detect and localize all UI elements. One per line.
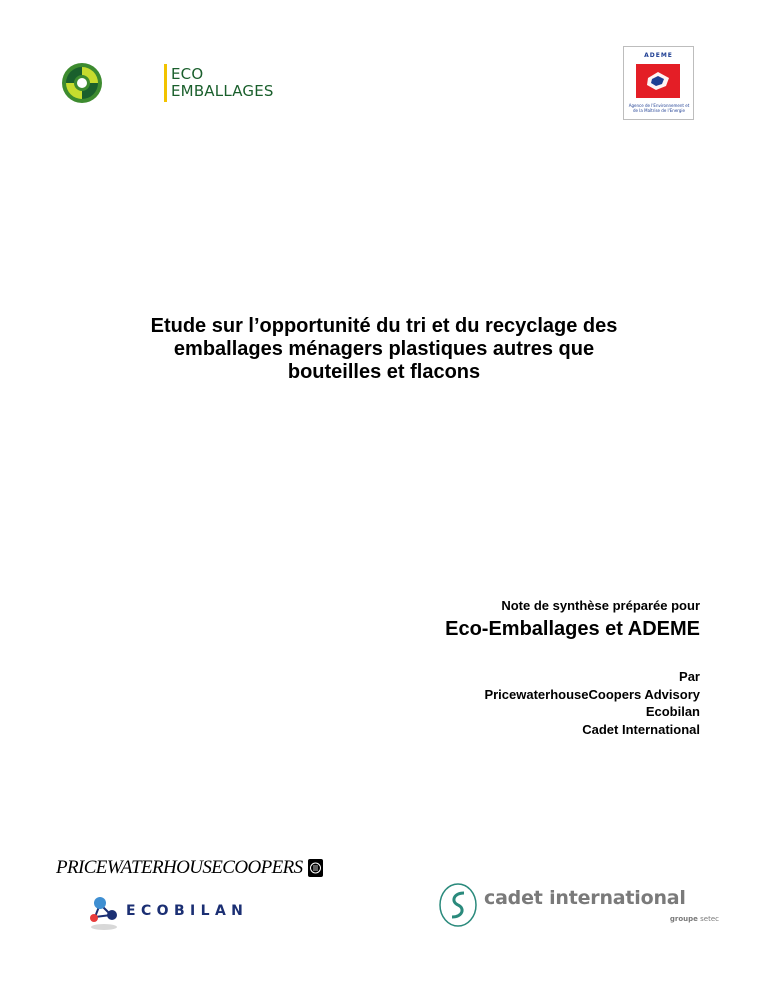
cadet-international-logo: [437, 882, 722, 932]
prepared-for-label: Note de synthèse préparée pour: [501, 598, 700, 613]
pwc-logo: [56, 851, 326, 883]
client-name: Eco-Emballages et ADEME: [445, 618, 700, 640]
author-line: Par: [679, 669, 700, 684]
eco-logo-line1: ECO: [171, 65, 204, 83]
cadet-subline-group: groupe: [669, 915, 698, 923]
author-line: Cadet International: [582, 721, 700, 737]
cadet-subline: [670, 915, 719, 923]
authors-block: [484, 668, 700, 738]
eco-emballages-logo: [61, 60, 274, 106]
document-title: [60, 315, 708, 384]
eco-logo-line2: EMBALLAGES: [171, 82, 274, 100]
ademe-logo-caption: Agence de l'Environnement et de la Maîtrise de l'Energie: [628, 103, 690, 113]
ademe-logo: [623, 46, 694, 120]
title-line: bouteilles et flacons: [287, 361, 481, 383]
author-line: Ecobilan: [645, 704, 700, 719]
molecule-icon: [86, 893, 126, 933]
ecobilan-logo: [86, 893, 286, 933]
cadet-emblem-icon: [437, 882, 481, 928]
cadet-subline-setec: setec: [700, 915, 719, 923]
ademe-red-square: [636, 64, 680, 98]
pwc-wordmark: PRICEWATERHOUSECOOPERS: [56, 857, 303, 878]
pwc-emblem-icon: [308, 859, 323, 877]
logo-divider-bar: [164, 64, 167, 102]
recycling-roundel-icon: [61, 62, 103, 104]
ademe-logo-title: ADEME: [644, 52, 673, 59]
author-line: PricewaterhouseCoopers Advisory: [484, 686, 700, 702]
title-line: emballages ménagers plastiques autres que: [173, 338, 595, 360]
ecobilan-wordmark: ECOBILAN: [126, 903, 249, 919]
cadet-wordmark: cadet international: [484, 887, 686, 909]
title-line: Etude sur l’opportunité du tri et du recyclage des: [150, 315, 618, 337]
ademe-emblem-icon: [636, 64, 680, 98]
